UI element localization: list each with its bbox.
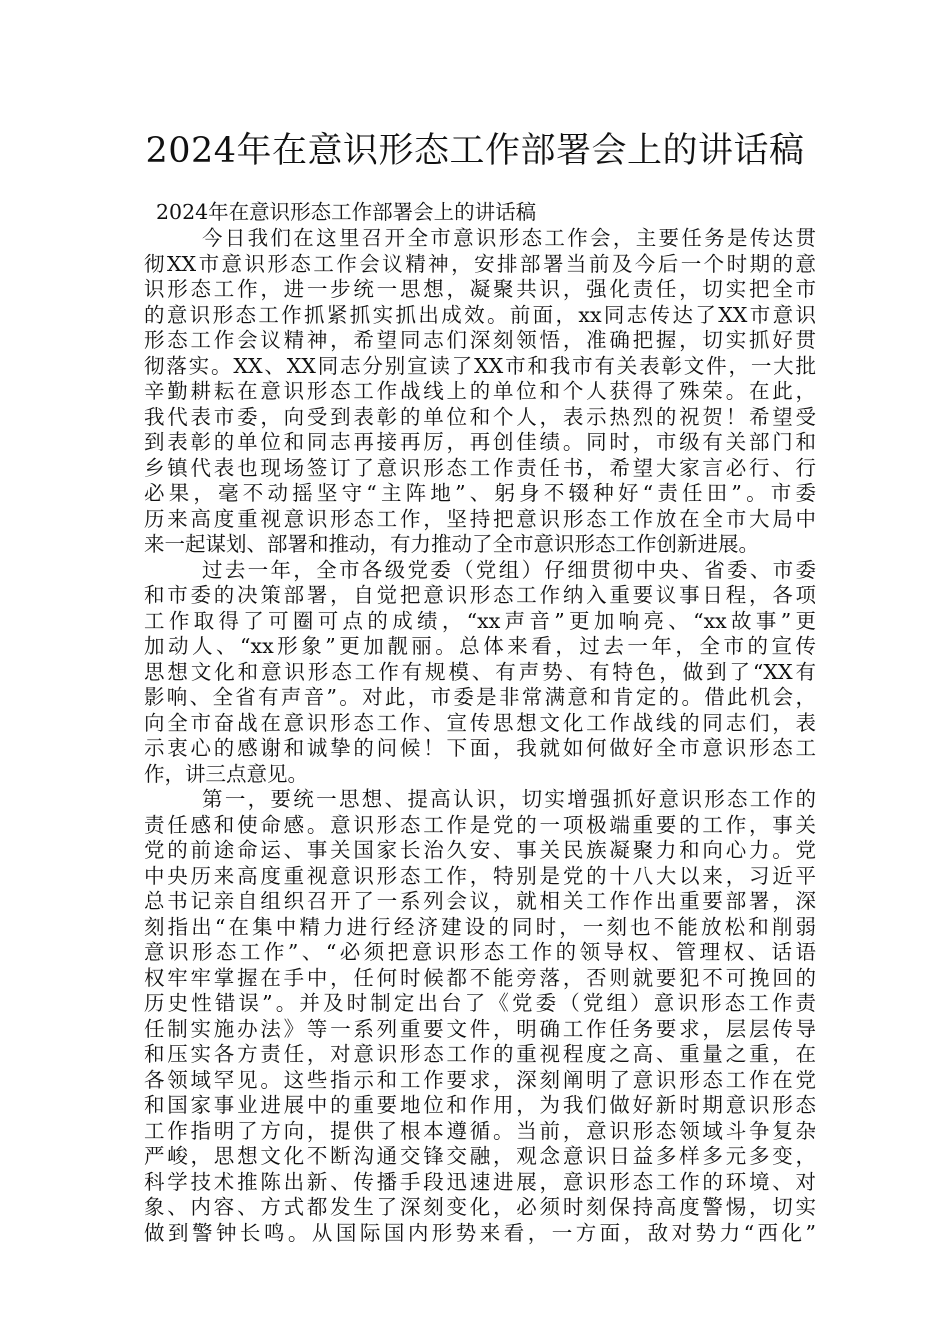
body-line: 任制实施办法》等一系列重要文件，明确工作任务要求，层层传导 xyxy=(144,1016,816,1041)
body-line: 历来高度重视意识形态工作，坚持把意识形态工作放在全市大局中 xyxy=(144,506,816,531)
body-line: 做到警钟长鸣。从国际国内形势来看，一方面，敌对势力“西化” xyxy=(144,1220,816,1245)
body-line: 辛勤耕耘在意识形态工作战线上的单位和个人获得了殊荣。在此， xyxy=(144,379,816,403)
body-line: 必果，毫不动摇坚守“主阵地”、躬身不辍种好“责任田”。市委 xyxy=(144,481,816,505)
body-line: 意识形态工作”、“必须把意识形态工作的领导权、管理权、话语 xyxy=(144,940,816,964)
body-line: 思想文化和意识形态工作有规模、有声势、有特色，做到了“XX有 xyxy=(144,659,816,684)
body-line: 影响、全省有声音”。对此，市委是非常满意和肯定的。借此机会， xyxy=(144,685,816,709)
body-line: 乡镇代表也现场签订了意识形态工作责任书，希望大家言必行、行 xyxy=(144,455,816,480)
document-title: 2024年在意识形态工作部署会上的讲话稿 xyxy=(145,131,805,171)
body-line: 彻XX市意识形态工作会议精神，安排部署当前及今后一个时期的意 xyxy=(144,251,816,276)
body-line: 示衷心的感谢和诚挚的问候！下面，我就如何做好全市意识形态工 xyxy=(144,736,816,760)
body-line: 过去一年，全市各级党委（党组）仔细贯彻中央、省委、市委 xyxy=(202,557,816,582)
body-line: 来一起谋划、部署和推动，有力推动了全市意识形态工作创新进展。 xyxy=(144,532,759,556)
body-line: 象、内容、方式都发生了深刻变化，必须时刻保持高度警惕，切实 xyxy=(144,1195,816,1219)
body-line: 党的前途命运、事关国家长治久安、事关民族凝聚力和向心力。党 xyxy=(144,838,816,862)
body-line: 形态工作会议精神，希望同志们深刻领悟，准确把握，切实抓好贯 xyxy=(144,328,816,352)
body-line: 今日我们在这里召开全市意识形态工作会，主要任务是传达贯 xyxy=(202,226,816,250)
body-line: 加动人、“xx形象”更加靓丽。总体来看，过去一年，全市的宣传 xyxy=(144,634,816,658)
body-line: 责任感和使命感。意识形态工作是党的一项极端重要的工作，事关 xyxy=(144,812,816,837)
body-line: 科学技术推陈出新、传播手段迅速进展，意识形态工作的环境、对 xyxy=(144,1169,816,1194)
body-line: 刻指出“在集中精力进行经济建设的同时，一刻也不能放松和削弱 xyxy=(144,914,816,939)
body-line: 向全市奋战在意识形态工作、宣传思想文化工作战线的同志们，表 xyxy=(144,710,816,735)
body-line: 识形态工作，进一步统一思想，凝聚共识，强化责任，切实把全市 xyxy=(144,277,816,301)
body-line: 作，讲三点意见。 xyxy=(144,761,308,786)
body-line: 权牢牢掌握在手中，任何时候都不能旁落，否则就要犯不可挽回的 xyxy=(144,965,816,990)
body-line: 的意识形态工作抓紧抓实抓出成效。前面，xx同志传达了XX市意识 xyxy=(144,302,816,327)
document-body xyxy=(144,226,816,1246)
body-line: 各领域罕见。这些指示和工作要求，深刻阐明了意识形态工作在党 xyxy=(144,1067,816,1092)
body-line: 历史性错误”。并及时制定出台了《党委（党组）意识形态工作责 xyxy=(144,991,816,1015)
body-line: 和国家事业进展中的重要地位和作用，为我们做好新时期意识形态 xyxy=(144,1093,816,1117)
body-line: 中央历来高度重视意识形态工作，特别是党的十八大以来，习近平 xyxy=(144,863,816,888)
body-line: 第一，要统一思想、提高认识，切实增强抓好意识形态工作的 xyxy=(202,787,816,811)
body-line: 我代表市委，向受到表彰的单位和个人，表示热烈的祝贺！希望受 xyxy=(144,404,816,429)
document-subtitle: 2024年在意识形态工作部署会上的讲话稿 xyxy=(156,200,537,224)
body-line: 工作取得了可圈可点的成绩，“xx声音”更加响亮、“xx故事”更 xyxy=(144,608,816,633)
body-line: 彻落实。XX、XX同志分别宣读了XX市和我市有关表彰文件，一大批 xyxy=(144,353,816,378)
body-line: 严峻，思想文化不断沟通交锋交融，观念意识日益多样多元多变， xyxy=(144,1144,816,1168)
body-line: 和市委的决策部署，自觉把意识形态工作纳入重要议事日程，各项 xyxy=(144,583,816,607)
body-line: 总书记亲自组织召开了一系列会议，就相关工作作出重要部署，深 xyxy=(144,889,816,913)
body-line: 和压实各方责任，对意识形态工作的重视程度之高、重量之重，在 xyxy=(144,1042,816,1066)
body-line: 工作指明了方向，提供了根本遵循。当前，意识形态领域斗争复杂 xyxy=(144,1118,816,1143)
body-line: 到表彰的单位和同志再接再厉，再创佳绩。同时，市级有关部门和 xyxy=(144,430,816,454)
